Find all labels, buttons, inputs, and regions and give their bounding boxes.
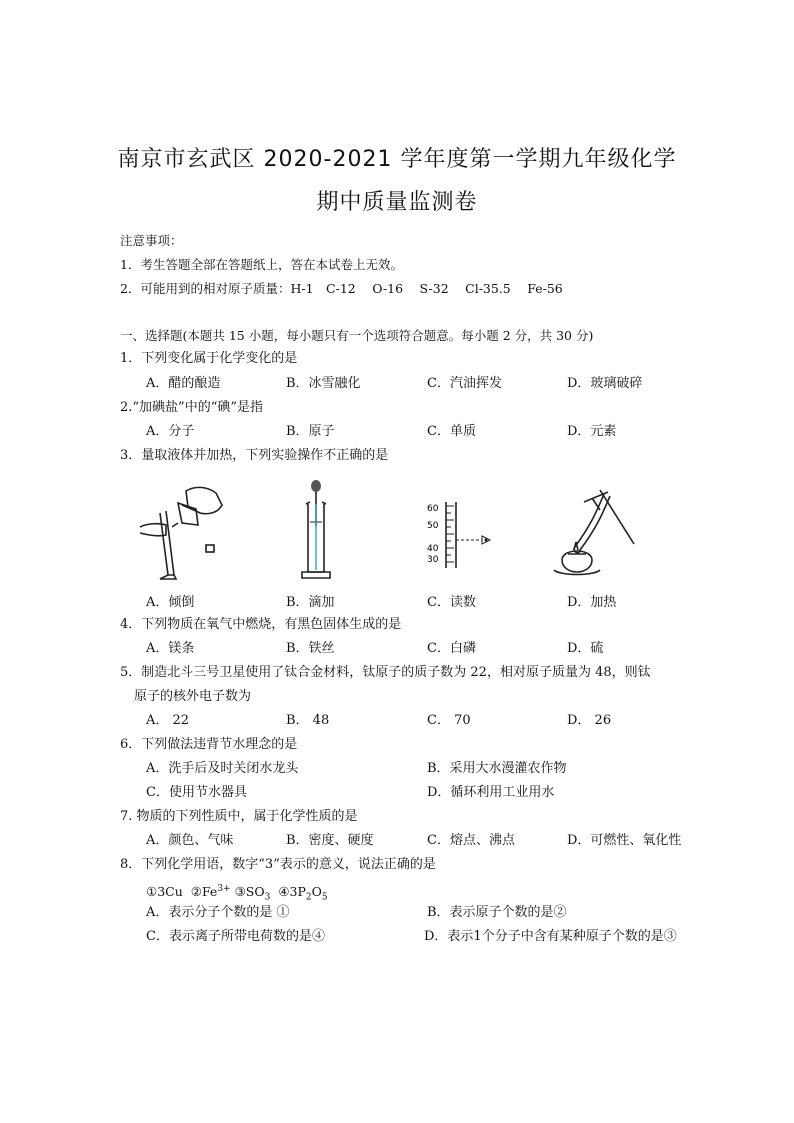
- reading-scale-icon: [424, 500, 496, 570]
- notice-item-2: 2．可能用到的相对原子质量：H-1 C-12 O-16 S-32 Cl-35.5 Fe-56: [120, 281, 563, 296]
- option-b: B． 48: [286, 713, 330, 728]
- option-d: D．硫: [567, 641, 604, 656]
- option-a: A．颜色、气味: [146, 833, 234, 848]
- question-stem: 3．量取液体并加热，下列实验操作不正确的是: [120, 448, 389, 463]
- option-a: A．醋的酿造: [146, 376, 221, 391]
- option-d: D．元素: [567, 424, 617, 439]
- option-b: B．冰雪融化: [286, 376, 361, 391]
- option-a: A．表示分子个数的是 ①: [146, 905, 290, 920]
- option-b: B．表示原子个数的是②: [427, 905, 567, 920]
- option-d: D．表示1个分子中含有某种原子个数的是③: [424, 929, 677, 944]
- option-b: B．铁丝: [286, 641, 335, 656]
- tick-60: 60: [427, 504, 439, 514]
- option-b: B．密度、硬度: [286, 833, 374, 848]
- option-d: D．循环利用工业用水: [427, 785, 555, 800]
- option-a: A．洗手后及时关闭水龙头: [146, 761, 299, 776]
- tick-30: 30: [427, 555, 439, 565]
- question-stem: 6．下列做法违背节水理念的是: [120, 737, 298, 752]
- option-a: A．镁条: [146, 641, 195, 656]
- option-c: C． 70: [427, 713, 471, 728]
- exam-title-line2: 期中质量监测卷: [316, 190, 478, 215]
- question-stem: 1．下列变化属于化学变化的是: [120, 351, 298, 366]
- option-a: A．分子: [146, 424, 195, 439]
- option-d: D． 26: [567, 713, 612, 728]
- option-d: D．可燃性、氧化性: [567, 833, 682, 848]
- option-c: C．表示离子所带电荷数的是④: [146, 929, 325, 944]
- dropper-cylinder-icon: [296, 478, 336, 582]
- option-c: C．单质: [427, 424, 476, 439]
- option-c: C．白磷: [427, 641, 476, 656]
- symbol-4: $④3P_2O_5$: [278, 884, 328, 903]
- symbol-1: ①3Cu: [146, 884, 183, 900]
- chemical-symbols: [146, 880, 328, 907]
- question-stem: 5．制造北斗三号卫星使用了钛合金材料，钛原子的质子数为 22，相对原子质量为 48，则钛: [120, 665, 651, 680]
- option-c: C．汽油挥发: [427, 376, 502, 391]
- option-b: B．滴加: [286, 595, 335, 610]
- option-a: A．倾倒: [146, 595, 195, 610]
- question-stem: 8．下列化学用语，数字“3”表示的意义，说法正确的是: [120, 857, 436, 872]
- tick-40: 40: [427, 544, 439, 554]
- exam-title-line1: 南京市玄武区 2020-2021 学年度第一学期九年级化学: [117, 147, 677, 172]
- symbol-2: $②Fe^{3+}$: [190, 884, 231, 900]
- symbol-3: $③SO_3$: [234, 884, 271, 903]
- notice-heading: 注意事项：: [120, 233, 183, 248]
- notice-item-1: 1．考生答题全部在答题纸上，答在本试卷上无效。: [120, 257, 403, 272]
- option-d: D．玻璃破碎: [567, 376, 643, 391]
- option-b: B．原子: [286, 424, 335, 439]
- question-stem-continued: 原子的核外电子数为: [134, 689, 252, 704]
- question-stem: 7. 物质的下列性质中，属于化学性质的是: [120, 809, 358, 824]
- section-heading: 一、选择题(本题共 15 小题，每小题只有一个选项符合题意。每小题 2 分，共 30 分): [120, 328, 594, 343]
- option-c: C．使用节水器具: [146, 785, 247, 800]
- option-d: D．加热: [567, 595, 617, 610]
- option-c: C．读数: [427, 595, 476, 610]
- option-b: B．采用大水漫灌农作物: [427, 761, 567, 776]
- question-stem: 4．下列物质在氧气中燃烧，有黑色固体生成的是: [120, 617, 402, 632]
- question-stem: 2.“加碘盐”中的“碘”是指: [120, 400, 263, 415]
- option-c: C．熔点、沸点: [427, 833, 515, 848]
- tick-50: 50: [427, 521, 439, 531]
- option-a: A． 22: [146, 713, 190, 728]
- pouring-hand-icon: [138, 483, 238, 583]
- heating-test-tube-icon: [544, 484, 638, 582]
